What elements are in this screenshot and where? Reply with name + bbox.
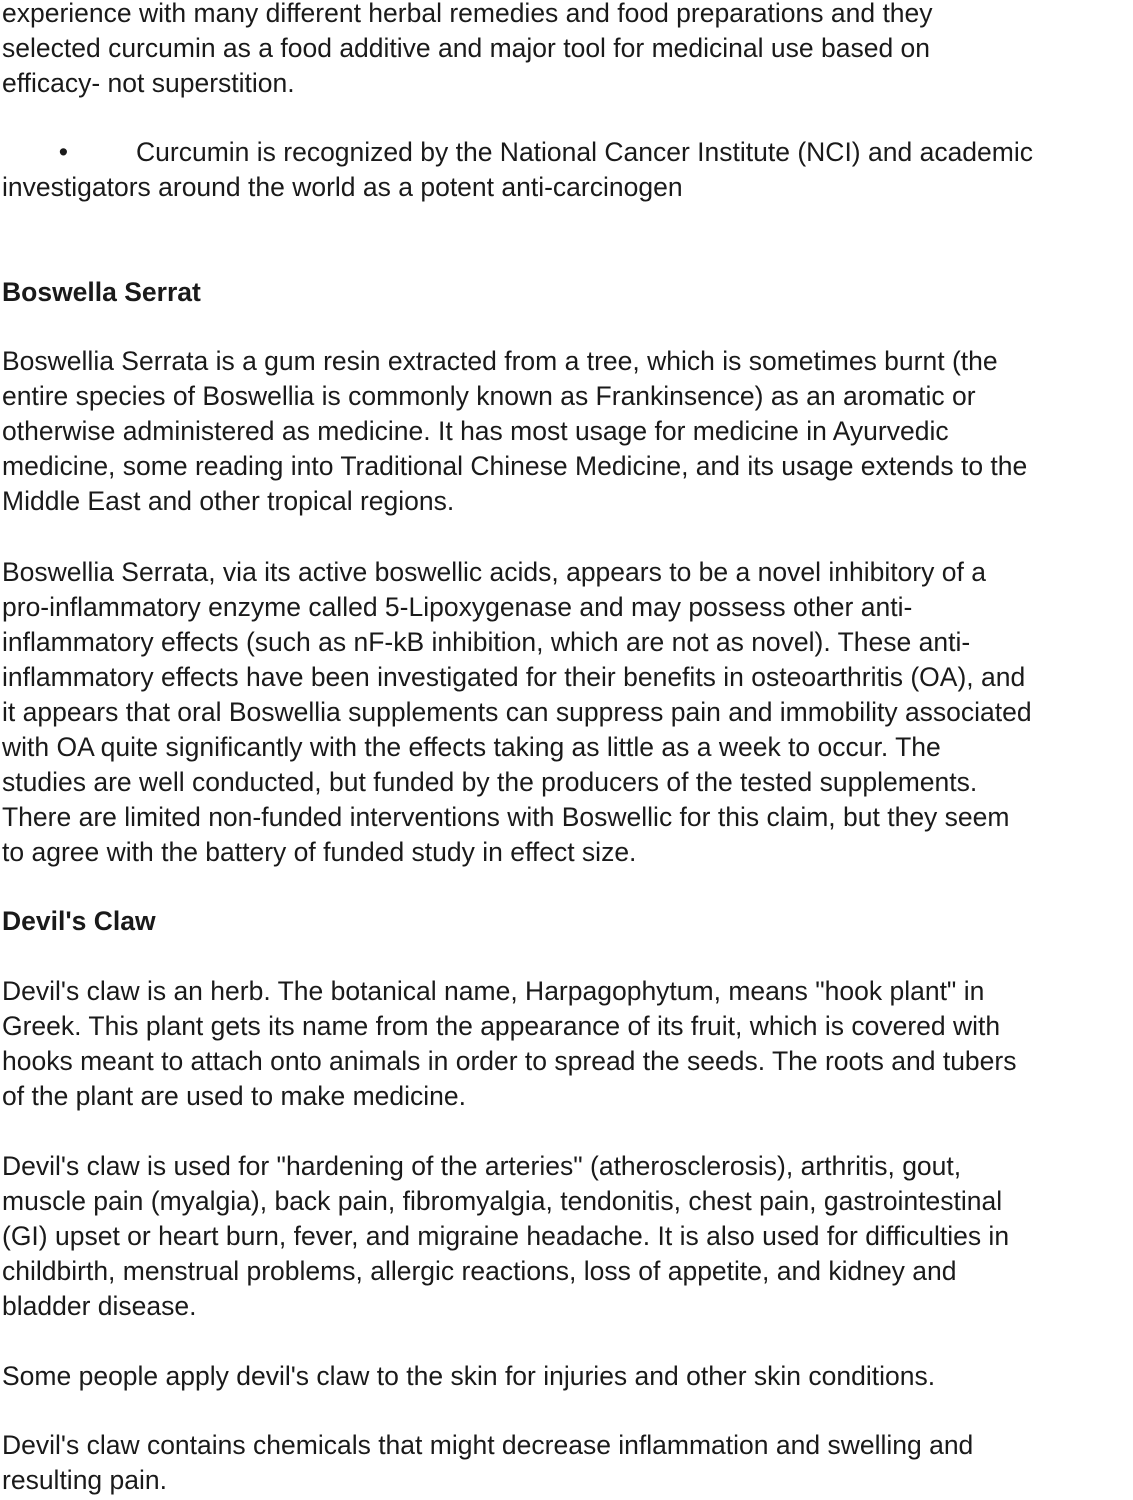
text-line: (GI) upset or heart burn, fever, and migraine headache. It is also used for difficulties in — [2, 1221, 1010, 1251]
text-line: otherwise administered as medicine. It has most usage for medicine in Ayurvedic — [2, 416, 949, 446]
section-heading-devils-claw: Devil's Claw — [2, 906, 156, 936]
bullet-text: Curcumin is recognized by the National Cancer Institute (NCI) and academic — [136, 137, 1033, 167]
boswellia-paragraph-1 — [2, 344, 1133, 519]
text-line: inflammatory effects (such as nF-kB inhibition, which are not as novel). These anti- — [2, 627, 971, 657]
text-line: medicine, some reading into Traditional Chinese Medicine, and its usage extends to the — [2, 451, 1028, 481]
text-line: pro-inflammatory enzyme called 5-Lipoxygenase and may possess other anti- — [2, 592, 913, 622]
text-line: it appears that oral Boswellia supplements can suppress pain and immobility associated — [2, 697, 1032, 727]
text-line: studies are well conducted, but funded by the producers of the tested supplements. — [2, 767, 978, 797]
devils-claw-paragraph-2 — [2, 1149, 1133, 1324]
text-line: Some people apply devil's claw to the skin for injuries and other skin conditions. — [2, 1361, 936, 1391]
boswellia-paragraph-2 — [2, 555, 1133, 870]
text-line: hooks meant to attach onto animals in order to spread the seeds. The roots and tubers — [2, 1046, 1017, 1076]
devils-claw-paragraph-3 — [2, 1359, 1133, 1394]
text-line: Middle East and other tropical regions. — [2, 486, 455, 516]
text-line: muscle pain (myalgia), back pain, fibromyalgia, tendonitis, chest pain, gastrointestinal — [2, 1186, 1003, 1216]
text-line: There are limited non-funded interventions with Boswellic for this claim, but they seem — [2, 802, 1010, 832]
bullet-text-continuation: investigators around the world as a potent anti-carcinogen — [2, 172, 683, 202]
text-line: childbirth, menstrual problems, allergic reactions, loss of appetite, and kidney and — [2, 1256, 957, 1286]
text-line: Boswellia Serrata is a gum resin extracted from a tree, which is sometimes burnt (the — [2, 346, 998, 376]
text-line: selected curcumin as a food additive and major tool for medicinal use based on — [2, 33, 931, 63]
text-line: inflammatory effects have been investigated for their benefits in osteoarthritis (OA), and — [2, 662, 1026, 692]
text-line: Boswellia Serrata, via its active boswellic acids, appears to be a novel inhibitory of a — [2, 557, 986, 587]
text-line: Greek. This plant gets its name from the appearance of its fruit, which is covered with — [2, 1011, 1001, 1041]
text-line: to agree with the battery of funded study in effect size. — [2, 837, 637, 867]
devils-claw-paragraph-1 — [2, 974, 1133, 1114]
text-line: Devil's claw contains chemicals that might decrease inflammation and swelling and — [2, 1430, 974, 1460]
bullet-item — [2, 135, 1133, 205]
text-line: experience with many different herbal remedies and food preparations and they — [2, 0, 933, 28]
text-line: resulting pain. — [2, 1465, 167, 1495]
section-heading-boswellia: Boswella Serrat — [2, 277, 201, 307]
devils-claw-paragraph-4 — [2, 1428, 1133, 1498]
text-line: entire species of Boswellia is commonly known as Frankinsence) as an aromatic or — [2, 381, 976, 411]
text-line: of the plant are used to make medicine. — [2, 1081, 467, 1111]
text-line: with OA quite significantly with the effects taking as little as a week to occur. The — [2, 732, 941, 762]
text-line: Devil's claw is used for "hardening of the arteries" (atherosclerosis), arthritis, gout, — [2, 1151, 962, 1181]
text-line: bladder disease. — [2, 1291, 197, 1321]
intro-paragraph — [2, 0, 1133, 101]
bullet-marker: • — [58, 137, 68, 167]
text-line: Devil's claw is an herb. The botanical name, Harpagophytum, means "hook plant" in — [2, 976, 985, 1006]
text-line: efficacy- not superstition. — [2, 68, 295, 98]
